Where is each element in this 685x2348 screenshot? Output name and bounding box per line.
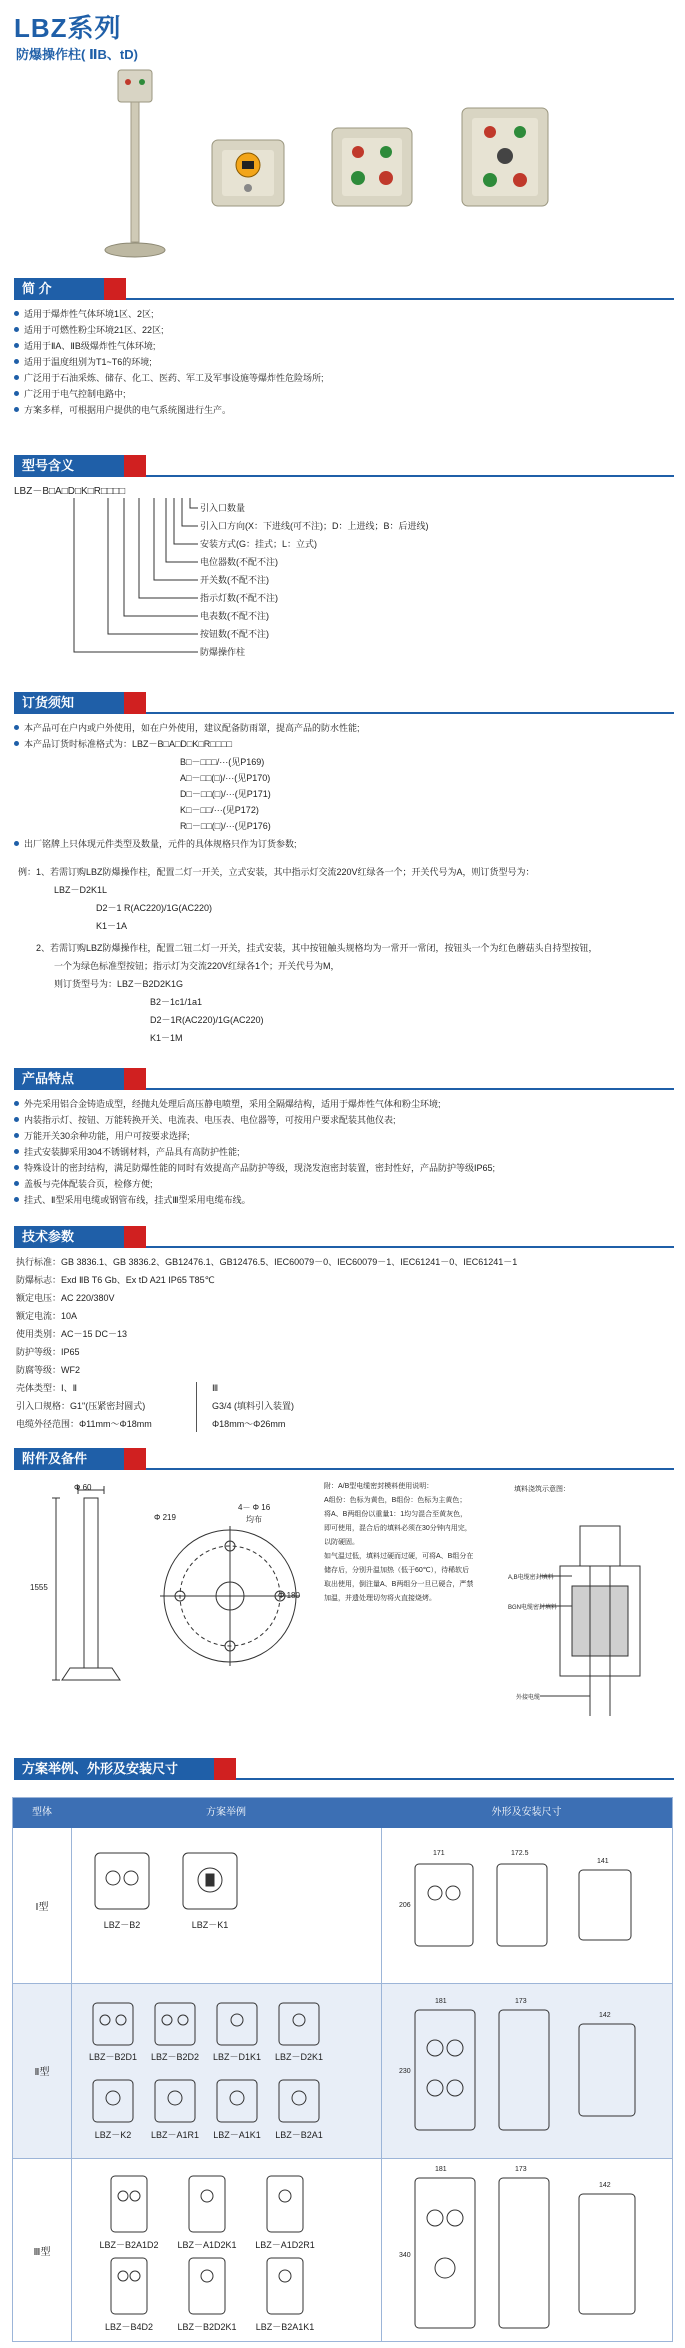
list-item: 内装指示灯、按钮、万能转换开关、电流表、电压表、电位器等，可按用户要求配装其他仪表; xyxy=(14,1112,495,1128)
section-accent xyxy=(124,1068,146,1090)
order-ref: D□－□□(□)/···(见P171) xyxy=(180,789,271,799)
tech-category: 使用类别：AC－15 DC－13 xyxy=(16,1329,128,1339)
list-item: 出厂铭牌上只体现元件类型及数量，元件的具体规格只作为订货参数; xyxy=(14,836,297,852)
tech-standard: 执行标准：GB 3836.1、GB 3836.2、GB12476.1、GB12476.5、IEC60079－0、IEC60079－1、IEC61241－0、IEC61241－1 xyxy=(16,1257,518,1267)
order-ref: K□－□□/···(见P172) xyxy=(180,805,259,815)
dim-label: 181 xyxy=(435,1998,447,2005)
order-example-2-cont: 则订货型号为：LBZ－B2D2K1G xyxy=(54,979,184,989)
order-example-1: 例：1、若需订购LBZ防爆操作柱，配置二灯一开关，立式安装，其中指示灯交流220V红绿各一个；开关代号为A，则订货型号为： xyxy=(18,867,535,877)
order-example-line: LBZ－D2K1L xyxy=(54,885,108,895)
model-part: 防爆操作柱 xyxy=(200,647,246,657)
page-subtitle: 防爆操作柱( ⅡB、tD) xyxy=(16,47,138,62)
list-item: 本产品可在户内或户外使用，如在户外使用，建议配备防雨罩，提高产品的防水性能; xyxy=(14,720,360,736)
order-ref: B□－□□□/···(见P169) xyxy=(180,757,265,767)
scheme-label: LBZ－B2A1 xyxy=(275,2130,323,2140)
dim-label: 142 xyxy=(599,2182,611,2189)
scheme-label: LBZ－D1K1 xyxy=(212,2052,262,2062)
section-features xyxy=(14,1068,674,1090)
dim-label: 1555 xyxy=(30,1583,48,1592)
model-part: 引入口方向(X：下进线(可不注)；D：上进线；B：后进线) xyxy=(200,521,429,531)
accessory-note: 即可使用，混合后的填料必须在30分钟内用完， xyxy=(324,1525,472,1532)
row-label: Ⅱ型 xyxy=(34,2067,50,2078)
model-part: 按钮数(不配不注) xyxy=(200,629,269,639)
fill-label: 外接电缆 xyxy=(516,1695,541,1701)
accessory-note: 加温，并遗处理切勿将火直接烧烤。 xyxy=(324,1595,436,1602)
fill-label: BGN电缆密封填料 xyxy=(508,1605,558,1611)
list-item: 挂式、Ⅱ型采用电缆或钢管布线，挂式Ⅲ型采用电缆布线。 xyxy=(14,1192,495,1208)
tech-cable: 电缆外径范围：Φ11mm～Φ18mm xyxy=(16,1419,152,1429)
model-part: 指示灯数(不配不注) xyxy=(200,593,278,603)
section-rule xyxy=(146,1088,674,1090)
section-tech-title: 技术参数 xyxy=(14,1226,124,1248)
order-ref: A□－□□(□)/···(见P170) xyxy=(180,773,271,783)
accessory-note: 取出使用，倒注量A、B两组分一旦已硬合，严禁 xyxy=(324,1581,474,1588)
tech-divider xyxy=(196,1382,197,1432)
row-label: Ⅰ型 xyxy=(35,1902,49,1913)
features-list xyxy=(14,1096,495,1208)
list-item: 本产品订货时标准格式为：LBZ－B□A□D□K□R□□□□ xyxy=(14,736,360,752)
section-model-title: 型号含义 xyxy=(14,455,124,477)
fill-diagram xyxy=(540,1526,640,1716)
section-schemes xyxy=(14,1758,674,1780)
pole-unit-image xyxy=(105,70,165,257)
list-item: 特殊设计的密封结构，满足防爆性能的同时有效提高产品防护等级，现浇发泡密封装置，密封性好，产品防护等级IP65; xyxy=(14,1160,495,1176)
list-item: 盖板与壳体配装合页，检修方便; xyxy=(14,1176,495,1192)
scheme-label: LBZ－A1R1 xyxy=(150,2130,200,2140)
pole-drawing xyxy=(52,1486,120,1680)
order-example-line: K1－1A xyxy=(96,921,128,931)
table-header: 型体 xyxy=(13,1798,71,1828)
scheme-label: LBZ－D2K1 xyxy=(274,2052,324,2062)
tech-current: 额定电流：10A xyxy=(16,1311,78,1321)
accessory-note: 以防硬固。 xyxy=(324,1539,359,1546)
scheme-label: LBZ－B2D1 xyxy=(88,2052,138,2062)
list-item: 外壳采用铝合金铸造成型，经抛丸处理后高压静电喷塑，采用全隔爆结构，适用于爆炸性气体和粉尘环境; xyxy=(14,1096,495,1112)
order-list-2 xyxy=(14,836,297,852)
hero xyxy=(0,0,685,275)
section-tech xyxy=(14,1226,674,1248)
tech-voltage: 额定电压：AC 220/380V xyxy=(16,1293,115,1303)
dim-label: 206 xyxy=(399,1902,411,1909)
section-accent xyxy=(124,455,146,477)
accessory-note: A组份：色标为黄色，B组份：色标为主黄色； xyxy=(324,1497,467,1504)
section-model xyxy=(14,455,674,477)
section-intro xyxy=(14,278,674,300)
order-ref: R□－□□(□)/···(见P176) xyxy=(180,821,271,831)
list-item: 挂式安装脚采用304不锈钢材料，产品具有高防护性能; xyxy=(14,1144,495,1160)
dim-label: Φ 60 xyxy=(74,1483,92,1492)
section-rule xyxy=(126,298,674,300)
order-example-line: K1－1M xyxy=(150,1033,183,1043)
scheme-drawings xyxy=(13,1798,672,2341)
list-item: 广泛用于石油采炼、储存、化工、医药、军工及军事设施等爆炸性危险场所; xyxy=(14,370,324,386)
dim-label: 173 xyxy=(515,2166,527,2173)
order-example-2-cont: 一个为绿色标准型按钮；指示灯为交流220V红绿各1个；开关代号为M， xyxy=(54,961,340,971)
order-list xyxy=(14,720,360,752)
section-accent xyxy=(214,1758,236,1780)
dim-label: Φ 180 xyxy=(278,1591,300,1600)
section-accent xyxy=(124,1448,146,1470)
dim-label: 230 xyxy=(399,2068,411,2075)
tech-shell: 壳体类型：Ⅰ、Ⅱ xyxy=(16,1383,78,1393)
scheme-table xyxy=(12,1797,673,2342)
order-example-line: D2－1 R(AC220)/1G(AC220) xyxy=(96,903,213,913)
product-photos xyxy=(0,0,685,275)
tech-anticorr: 防腐等级：WF2 xyxy=(16,1365,80,1375)
order-example-2: 2、若需订购LBZ防爆操作柱，配置二钮二灯一开关，挂式安装，其中按钮触头规格均为一常开一常闭，按钮头一个为红色蘑菇头自持型按钮， xyxy=(36,943,598,953)
list-item: 广泛用于电气控制电路中; xyxy=(14,386,324,402)
model-part: 电位器数(不配不注) xyxy=(200,557,278,567)
scheme-label: LBZ－B2D2 xyxy=(150,2052,200,2062)
scheme-label: LBZ－B2D2K1 xyxy=(177,2322,237,2332)
section-features-title: 产品特点 xyxy=(14,1068,124,1090)
list-item: 适用于爆炸性气体环境1区、2区; xyxy=(14,306,324,322)
tech-shell-3: Ⅲ xyxy=(212,1383,219,1393)
model-part: 引入口数量 xyxy=(200,503,246,513)
table-header: 方案举例 xyxy=(71,1798,381,1828)
row-label: Ⅲ型 xyxy=(33,2247,51,2258)
type-3-unit-image xyxy=(462,108,548,206)
order-example-line: B2－1c1/1a1 xyxy=(150,997,203,1007)
section-order-title: 订货须知 xyxy=(14,692,124,714)
dim-label: 142 xyxy=(599,2012,611,2019)
tech-mark: 防爆标志：Exd ⅡB T6 Gb、Ex tD A21 IP65 T85℃ xyxy=(16,1275,215,1285)
dim-label: 141 xyxy=(597,1858,609,1865)
tech-ip: 防护等级：IP65 xyxy=(16,1347,80,1357)
accessory-note-title: 附：A/B型电缆密封模料使用说明： xyxy=(324,1483,434,1490)
scheme-label: LBZ－A1K1 xyxy=(213,2130,261,2140)
section-accent xyxy=(124,1226,146,1248)
page-title: LBZ系列 xyxy=(14,13,122,43)
dim-label: 171 xyxy=(433,1850,445,1857)
scheme-label: LBZ－A1D2R1 xyxy=(255,2240,315,2250)
section-schemes-title: 方案举例、外形及安装尺寸 xyxy=(14,1758,214,1780)
model-part: 安装方式(G：挂式；L：立式) xyxy=(200,539,318,549)
order-example-line: D2－1R(AC220)/1G(AC220) xyxy=(150,1015,264,1025)
fill-label: A,B电缆密封填料 xyxy=(508,1575,554,1581)
section-accent xyxy=(104,278,126,300)
dim-label: 181 xyxy=(435,2166,447,2173)
accessory-note: 储存后，分别升温加热（低于60℃），待稀软后 xyxy=(324,1567,470,1574)
type-1-unit-image xyxy=(212,140,284,206)
section-accessories-title: 附件及备件 xyxy=(14,1448,124,1470)
tech-cable-3: Φ18mm～Φ26mm xyxy=(212,1419,286,1429)
scheme-label: LBZ－K2 xyxy=(94,2130,132,2140)
list-item: 适用于ⅡA、ⅡB级爆炸性气体环境; xyxy=(14,338,324,354)
list-item: 适用于可燃性粉尘环境21区、22区; xyxy=(14,322,324,338)
dim-label: 172.5 xyxy=(511,1850,529,1857)
tech-inlet-3: G3/4 (填料引入装置) xyxy=(212,1401,295,1411)
dim-label: 340 xyxy=(399,2252,411,2259)
section-rule xyxy=(146,712,674,714)
intro-list xyxy=(14,306,324,418)
dim-label: Φ 219 xyxy=(154,1513,176,1522)
dim-label: 均布 xyxy=(246,1515,262,1524)
scheme-label: LBZ－B2 xyxy=(103,1920,141,1930)
scheme-label: LBZ－B4D2 xyxy=(104,2322,154,2332)
scheme-label: LBZ－B2A1K1 xyxy=(255,2322,315,2332)
table-header: 外形及安装尺寸 xyxy=(381,1798,672,1828)
scheme-label: LBZ－A1D2K1 xyxy=(177,2240,237,2250)
model-part: 电表数(不配不注) xyxy=(200,611,269,621)
section-intro-title: 简 介 xyxy=(14,278,104,300)
section-accent xyxy=(124,692,146,714)
type-2-unit-image xyxy=(332,128,412,206)
scheme-label: LBZ－K1 xyxy=(191,1920,229,1930)
accessory-note: 将A、B两组份以重量1：1均匀混合至黄灰色， xyxy=(324,1511,468,1518)
scheme-label: LBZ－B2A1D2 xyxy=(99,2240,159,2250)
section-accessories xyxy=(14,1448,674,1470)
section-rule xyxy=(236,1778,674,1780)
list-item: 适用于温度组别为T1~T6的环境; xyxy=(14,354,324,370)
section-rule xyxy=(146,1468,674,1470)
fill-title: 填料浇筑示意图： xyxy=(514,1486,570,1493)
section-order xyxy=(14,692,674,714)
list-item: 万能开关30余种功能，用户可按要求选择; xyxy=(14,1128,495,1144)
list-item: 方案多样，可根据用户提供的电气系统图进行生产。 xyxy=(14,402,324,418)
dim-label: 4－ Φ 16 xyxy=(238,1503,271,1512)
dim-label: 173 xyxy=(515,1998,527,2005)
section-rule xyxy=(146,1246,674,1248)
tech-inlet: 引入口规格：G1"(压紧密封圆式) xyxy=(16,1401,146,1411)
model-code: LBZ－B□A□D□K□R□□□□ xyxy=(14,486,126,497)
section-rule xyxy=(146,475,674,477)
model-part: 开关数(不配不注) xyxy=(200,575,269,585)
accessory-note: 如气温过低，填料过硬而过硬，可将A、B组分在 xyxy=(324,1553,474,1560)
